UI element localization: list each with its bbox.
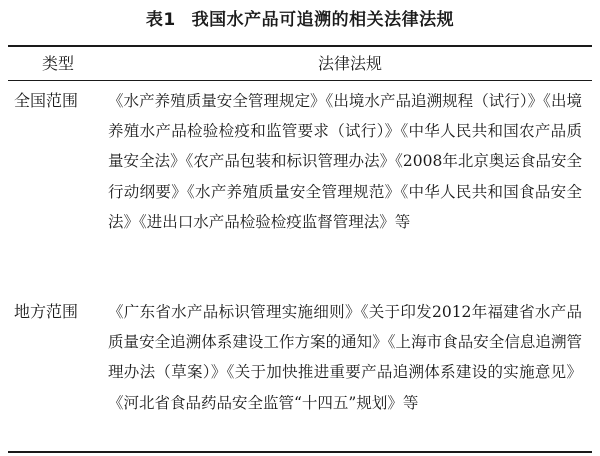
row-national-laws: 《水产养殖质量安全管理规定》《出境水产品追溯规程（试行）》《出境养殖水产品检验检疫和监管要求（试行）》《中华人民共和国农产品质量安全法》《农产品包装和标识管理办法》《2008年北京奥运食品安全行动纲要》《水产养殖质量安全管理规范》《中华人民共和国食品安全法》《进出口水产品检验检疫监督管理法》等 bbox=[108, 92, 582, 231]
table-caption bbox=[0, 8, 600, 32]
top-rule bbox=[8, 45, 592, 47]
bottom-rule bbox=[8, 451, 592, 453]
header-rule bbox=[8, 80, 592, 81]
row-local-type: 地方范围 bbox=[14, 302, 79, 321]
header-laws: 法律法规 bbox=[317, 54, 382, 73]
table-number: 表1 bbox=[145, 10, 176, 30]
header-type: 类型 bbox=[41, 54, 74, 73]
row-national-type: 全国范围 bbox=[14, 91, 79, 110]
row-local-laws: 《广东省水产品标识管理实施细则》《关于印发2012年福建省水产品质量安全追溯体系建设工作方案的通知》《上海市食品安全信息追溯管理办法（草案）》《关于加快推进重要产品追溯体系建设的实施意见》《河北省食品药品安全监管“十四五”规划》等 bbox=[108, 303, 582, 412]
table-title: 我国水产品可追溯的相关法律法规 bbox=[191, 10, 455, 30]
